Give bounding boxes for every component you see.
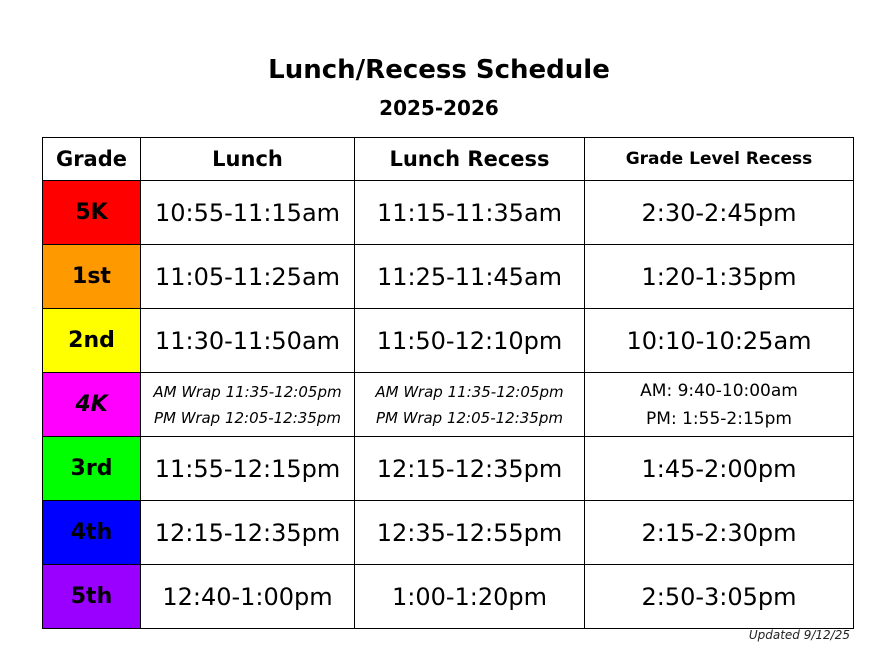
lunch-recess-pm-wrap: PM Wrap 12:05-12:35pm xyxy=(376,408,563,427)
recess-pm: PM: 1:55-2:15pm xyxy=(646,408,792,429)
grade-cell: 4K xyxy=(43,373,141,437)
lunch-cell: 11:05-11:25am xyxy=(141,245,355,309)
grade-level-recess-cell: 1:20-1:35pm xyxy=(585,245,854,309)
lunch-recess-cell: 11:15-11:35am xyxy=(355,181,585,245)
grade-cell: 5K xyxy=(43,181,141,245)
lunch-recess-cell: 1:00-1:20pm xyxy=(355,565,585,629)
recess-am: AM: 9:40-10:00am xyxy=(640,380,798,401)
lunch-cell: 10:55-11:15am xyxy=(141,181,355,245)
lunch-cell: 12:15-12:35pm xyxy=(141,501,355,565)
grade-level-recess-cell xyxy=(585,373,854,437)
grade-cell: 3rd xyxy=(43,437,141,501)
grade-level-recess-cell: 2:30-2:45pm xyxy=(585,181,854,245)
schedule-table xyxy=(42,137,854,629)
lunch-recess-cell xyxy=(355,373,585,437)
lunch-recess-cell: 11:50-12:10pm xyxy=(355,309,585,373)
grade-level-recess-cell: 2:15-2:30pm xyxy=(585,501,854,565)
header-lunch: Lunch xyxy=(141,138,355,181)
table-row xyxy=(43,245,854,309)
lunch-recess-cell: 12:15-12:35pm xyxy=(355,437,585,501)
grade-level-recess-cell: 1:45-2:00pm xyxy=(585,437,854,501)
lunch-cell: 12:40-1:00pm xyxy=(141,565,355,629)
header-grade: Grade xyxy=(43,138,141,181)
grade-level-recess-cell: 10:10-10:25am xyxy=(585,309,854,373)
grade-cell: 2nd xyxy=(43,309,141,373)
table-row xyxy=(43,501,854,565)
table-row xyxy=(43,181,854,245)
lunch-pm-wrap: PM Wrap 12:05-12:35pm xyxy=(154,408,341,427)
updated-note: Updated 9/12/25 xyxy=(748,628,850,642)
lunch-cell: 11:55-12:15pm xyxy=(141,437,355,501)
grade-cell: 5th xyxy=(43,565,141,629)
table-row xyxy=(43,437,854,501)
grade-cell: 4th xyxy=(43,501,141,565)
grade-cell: 1st xyxy=(43,245,141,309)
lunch-am-wrap: AM Wrap 11:35-12:05pm xyxy=(153,382,342,401)
header-row xyxy=(43,138,854,181)
header-grade-level-recess: Grade Level Recess xyxy=(585,138,854,181)
table-row xyxy=(43,309,854,373)
lunch-recess-cell: 12:35-12:55pm xyxy=(355,501,585,565)
lunch-recess-am-wrap: AM Wrap 11:35-12:05pm xyxy=(375,382,564,401)
table-row xyxy=(43,373,854,437)
lunch-cell xyxy=(141,373,355,437)
page-subtitle: 2025-2026 xyxy=(379,96,499,120)
lunch-cell: 11:30-11:50am xyxy=(141,309,355,373)
table-row xyxy=(43,565,854,629)
header-lunch-recess: Lunch Recess xyxy=(355,138,585,181)
lunch-recess-cell: 11:25-11:45am xyxy=(355,245,585,309)
grade-level-recess-cell: 2:50-3:05pm xyxy=(585,565,854,629)
page-title: Lunch/Recess Schedule xyxy=(268,55,610,85)
